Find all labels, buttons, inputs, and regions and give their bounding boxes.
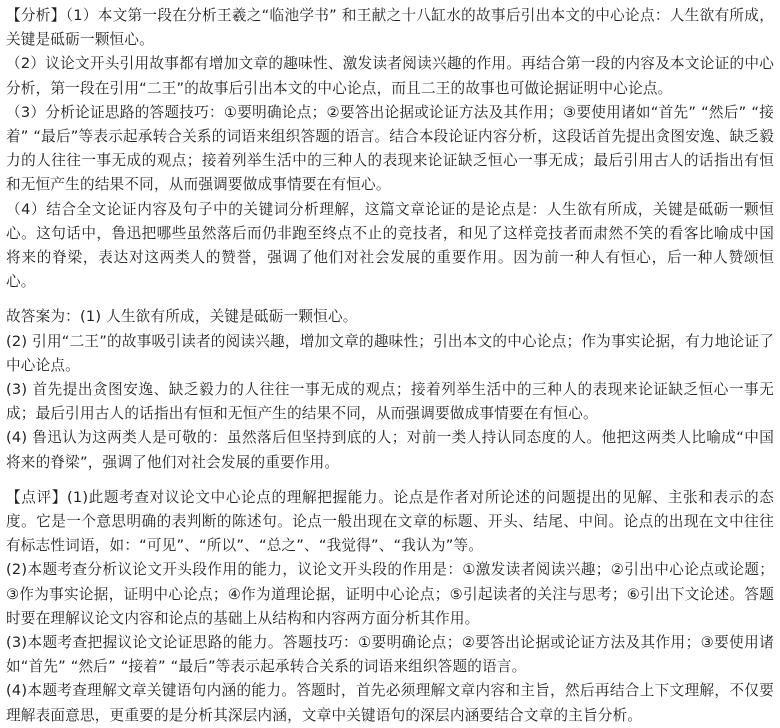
answer-line-3: (3) 首先提出贪图安逸、缺乏毅力的人往往一事无成的观点；接着列举生活中的三种人的表现来论证缺乏恒心一事无成；最后引用古人的话指出有恒和无恒产生的结果不同，从而强调要做成事情要在有恒心。 xyxy=(6,381,774,423)
comment-paragraph-4: (4)本题考查理解文章关键语句内涵的能力。答题时，首先必须理解文章内容和主旨，然后再结合上下文理解，不仅要理解表面意思，更重要的是分析其深层内涵，文章中关键语句的深层内涵要结合文章的主旨分析。 xyxy=(6,682,774,724)
analysis-paragraph-2: （2）议论文开头引用故事都有增加文章的趣味性、激发读者阅读兴趣的作用。再结合第一段的内容及本文论证的中心分析，第一段在引用“二王”的故事后引出本文的中心论点，而且二王的故事也可做论据证明中心论点。 xyxy=(6,55,774,97)
section-gap xyxy=(6,294,774,305)
comment-section xyxy=(6,486,774,728)
analysis-paragraph-4: （4）结合全文论证内容及句子中的关键词分析理解，这篇文章论证的是论点是：人生欲有所成，关键是砥砺一颗恒心。这句话中，鲁迅把哪些虽然落后而仍非跑至终点不止的竞技者，和见了这样竞技者而肃然不笑的看客比喻成中国将来的脊梁，表达对这两类人的赞誉，强调了他们对社会发展的重要作用。因为前一种人有恒心，后一种人赞颂恒心。 xyxy=(6,200,774,291)
analysis-paragraph-3: （3）分析论证思路的答题技巧：①要明确论点；②要答出论据或论证方法及其作用；③要使用诸如“首先” “然后” “接着” “最后”等表示起承转合关系的词语来组织答题的语言。结合本段论证内容分析，这段话首先提出贪图安逸、缺乏毅力的人往往一事无成的观点；接着列举生活中的三种人的表现来论证缺乏恒心一事无成；最后引用古人的话指出有恒和无恒产生的结果不同，从而强调要做成事情要在有恒心。 xyxy=(6,103,774,194)
answer-line-4: (4) 鲁迅认为这两类人是可敬的：虽然落后但坚持到底的人；对前一类人持认同态度的人。他把这两类人比喻成“中国将来的脊梁”，强调了他们对社会发展的重要作用。 xyxy=(6,429,774,471)
answer-line-2: (2) 引用“二王”的故事吸引读者的阅读兴趣，增加文章的趣味性；引出本文的中心论点；作为事实论据，有力地论证了中心论点。 xyxy=(6,332,774,374)
analysis-section xyxy=(6,4,774,294)
answer-section xyxy=(6,305,774,474)
analysis-paragraph-1: 【分析】（1）本文第一段在分析王羲之“临池学书” 和王献之十八缸水的故事后引出本文的中心论点：人生欲有所成，关键是砥砺一颗恒心。 xyxy=(6,7,774,49)
answer-line-1: 故答案为：(1) 人生欲有所成，关键是砥砺一颗恒心。 xyxy=(6,308,358,326)
comment-paragraph-1: 【点评】(1)此题考查对议论文中心论点的理解把握能力。论点是作者对所论述的问题提出的见解、主张和表示的态度。它是一个意思明确的表判断的陈述句。论点一般出现在文章的标题、开头、结尾、中间。论点的出现在文中往往有标志性词语，如：“可见”、“所以”、“总之”、“我觉得”、“我认为”等。 xyxy=(6,488,774,555)
comment-paragraph-3: (3)本题考查把握议论文论证思路的能力。答题技巧：①要明确论点；②要答出论据或论证方法及其作用；③要使用诸如“首先” “然后” “接着” “最后”等表示起承转合关系的词语来组织答题的语言。 xyxy=(6,634,774,676)
section-gap xyxy=(6,475,774,486)
comment-paragraph-2: (2)本题考查分析议论文开头段作用的能力，议论文开头段的作用是：①激发读者阅读兴趣；②引出中心论点或论题；③作为事实论据，证明中心论点；④作为道理论据，证明中心论点；⑤引起读者的关注与思考；⑥引出下文论述。答题时要在理解议论文内容和论点的基础上从结构和内容两方面分析其作用。 xyxy=(6,561,774,627)
